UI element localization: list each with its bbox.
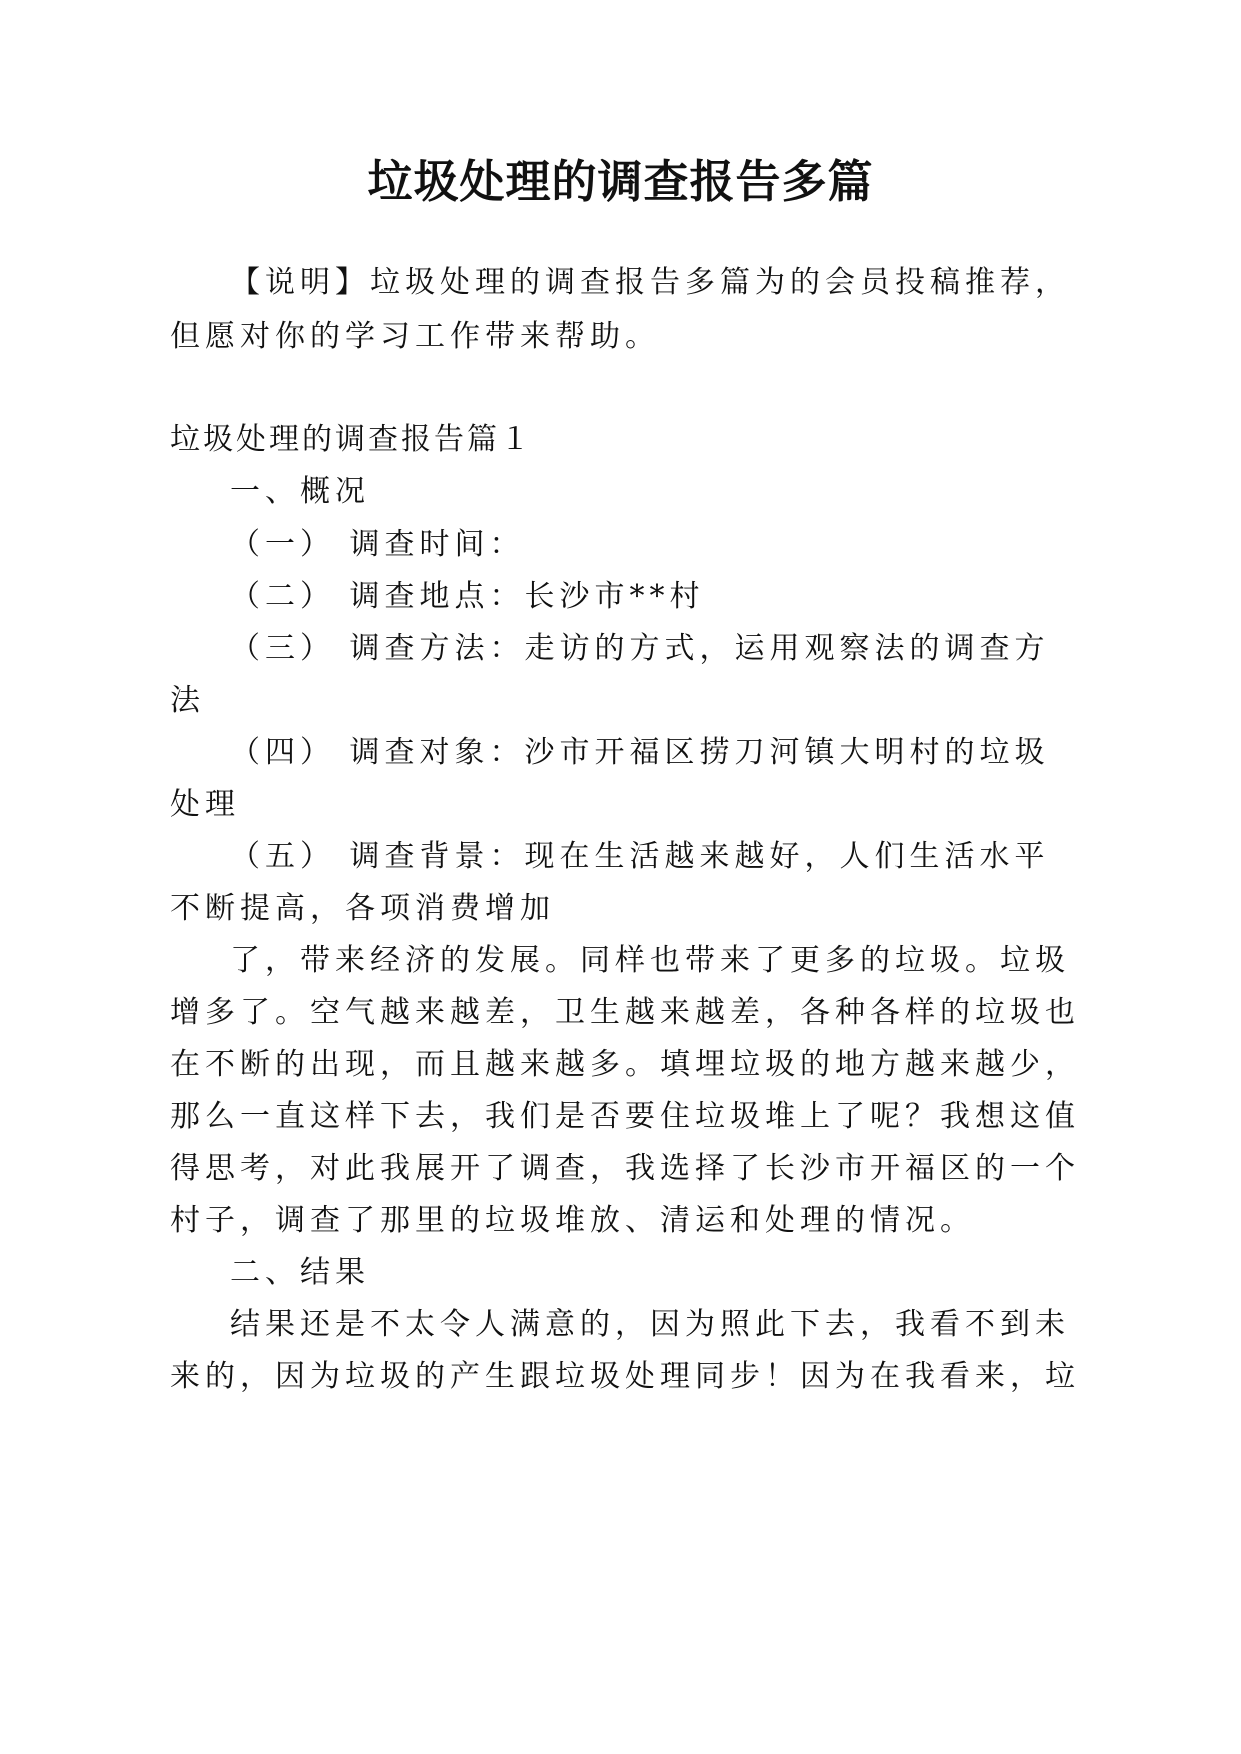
item-survey-method-cont: 法: [170, 683, 205, 718]
item-survey-target-cont: 处理: [170, 787, 240, 822]
background-paragraph-line-6: 村子，调查了那里的垃圾堆放、清运和处理的情况。: [170, 1203, 975, 1238]
background-paragraph-line-4: 那么一直这样下去，我们是否要住垃圾堆上了呢？我想这值: [170, 1099, 1080, 1134]
note-line-1: 【说明】垃圾处理的调查报告多篇为的会员投稿推荐，: [230, 265, 1070, 300]
result-heading: 二、结果: [230, 1255, 370, 1290]
item-survey-method: （三） 调查方法：走访的方式，运用观察法的调查方: [230, 631, 1050, 666]
background-paragraph-line-3: 在不断的出现，而且越来越多。填埋垃圾的地方越来越少，: [170, 1047, 1080, 1082]
background-paragraph-line-1: 了，带来经济的发展。同样也带来了更多的垃圾。垃圾: [230, 943, 1070, 978]
result-paragraph-line-1: 结果还是不太令人满意的，因为照此下去，我看不到未: [230, 1307, 1070, 1342]
item-survey-target: （四） 调查对象：沙市开福区捞刀河镇大明村的垃圾: [230, 735, 1050, 770]
section-heading: 垃圾处理的调查报告篇１: [170, 422, 533, 457]
result-paragraph-line-2: 来的，因为垃圾的产生跟垃圾处理同步！因为在我看来，垃: [170, 1359, 1080, 1394]
background-paragraph-line-5: 得思考，对此我展开了调查，我选择了长沙市开福区的一个: [170, 1151, 1080, 1186]
background-paragraph-line-2: 增多了。空气越来越差，卫生越来越差，各种各样的垃圾也: [170, 995, 1080, 1030]
note-line-2: 但愿对你的学习工作带来帮助。: [170, 319, 660, 354]
item-survey-place: （二） 调查地点：长沙市**村: [230, 579, 705, 614]
overview-heading: 一、概况: [230, 474, 370, 509]
item-survey-background-cont: 不断提高，各项消费增加: [170, 891, 555, 926]
item-survey-background: （五） 调查背景：现在生活越来越好，人们生活水平: [230, 839, 1050, 874]
document-title: 垃圾处理的调查报告多篇: [367, 155, 874, 208]
item-survey-time: （一） 调查时间：: [230, 527, 525, 562]
